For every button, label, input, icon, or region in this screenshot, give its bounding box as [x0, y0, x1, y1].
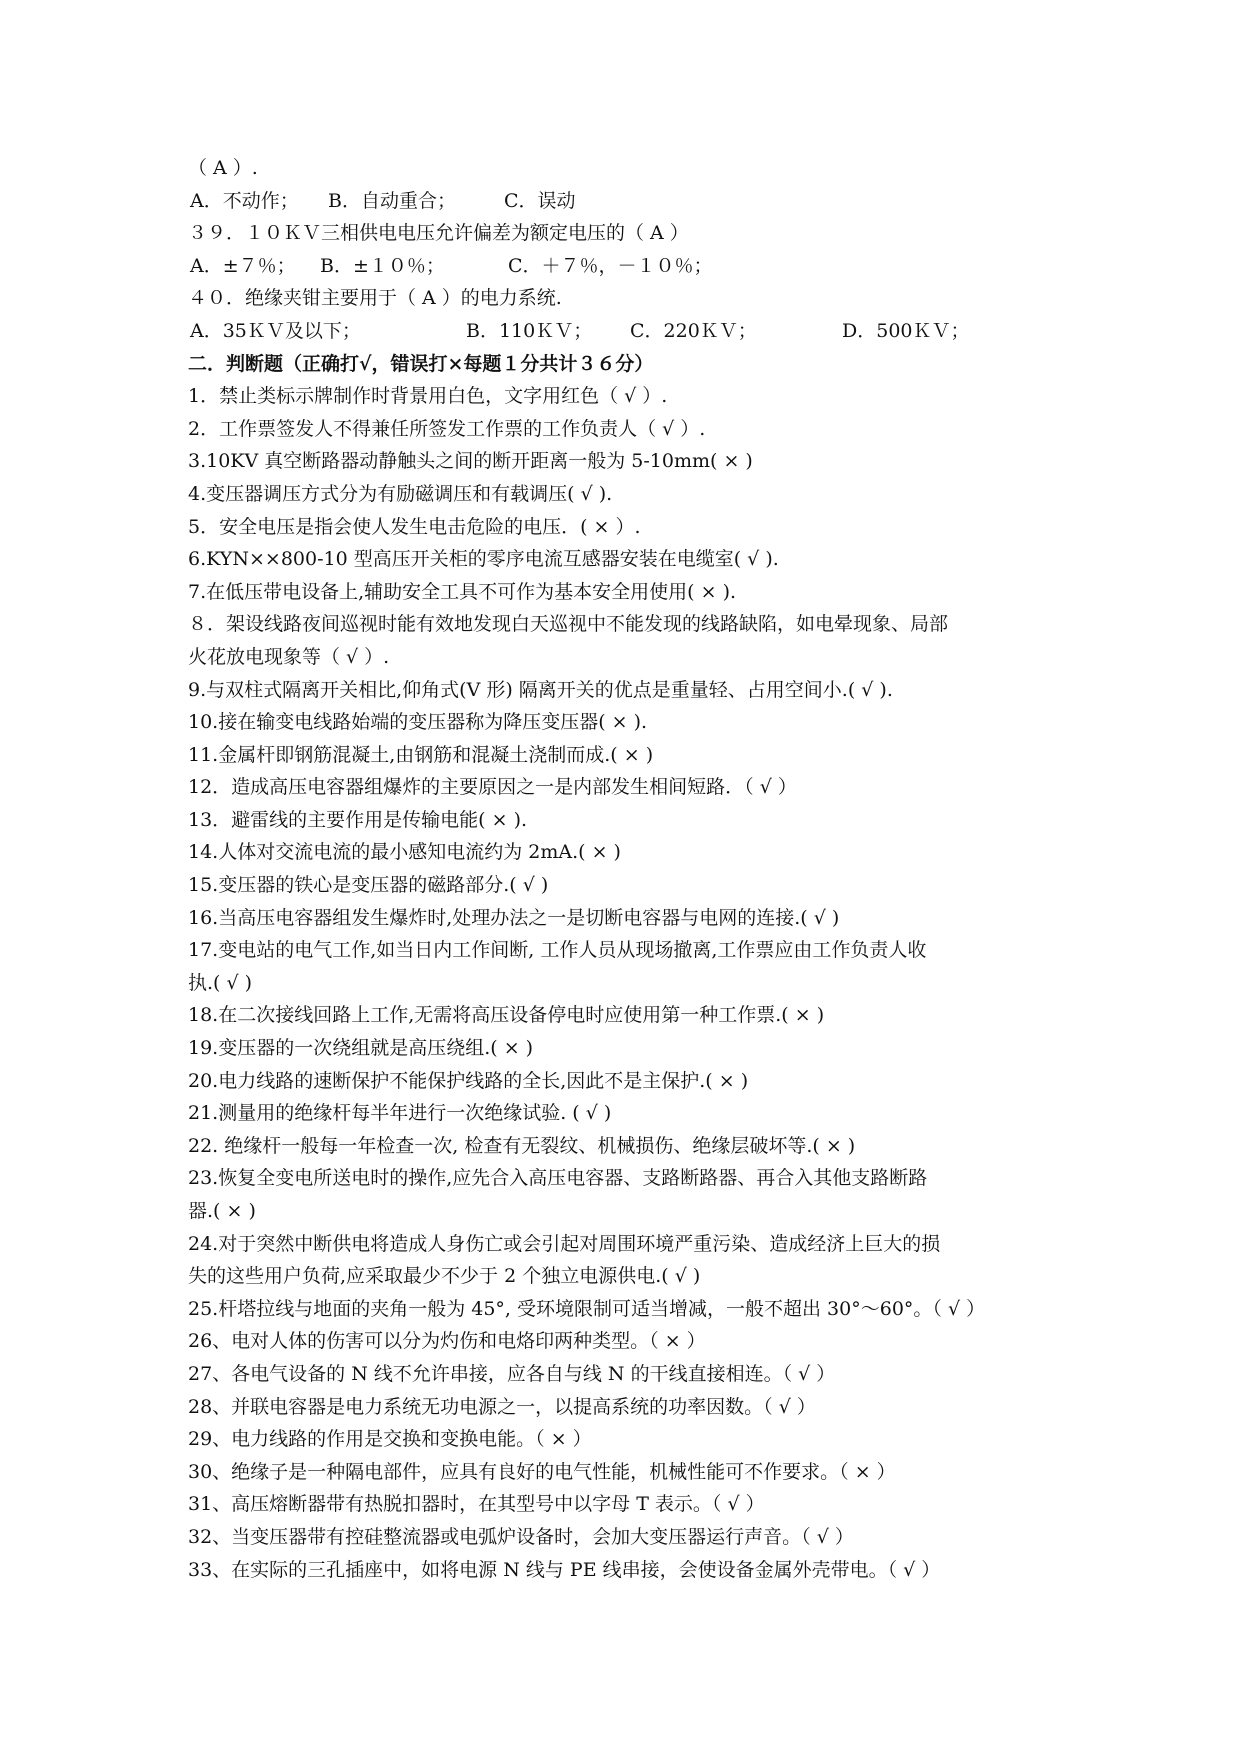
list-item: 33、在实际的三孔插座中，如将电源 N 线与 PE 线串接，会使设备金属外壳带电。（ √ ） [188, 1558, 941, 1581]
option-a: A．±７％； [190, 254, 296, 277]
list-item: 4.变压器调压方式分为有励磁调压和有载调压( √ ). [188, 482, 613, 505]
list-item: 12．造成高压电容器组爆炸的主要原因之一是内部发生相间短路．（ √ ） [188, 776, 797, 799]
list-item: 21.测量用的绝缘杆每半年进行一次绝缘试验. ( √ ) [188, 1102, 612, 1125]
list-item: 火花放电现象等（ √ ）. [188, 645, 390, 668]
list-item: 24.对于突然中断供电将造成人身伤亡或会引起对周围环境严重污染、造成经济上巨大的损 [188, 1232, 941, 1255]
option-b: B．110ＫＶ； [466, 319, 593, 342]
option-a: A．35ＫＶ及以下； [190, 319, 361, 342]
list-item: 1．禁止类标示牌制作时背景用白色，文字用红色（ √ ）. [188, 385, 668, 408]
list-item: 7.在低压带电设备上,辅助安全工具不可作为基本安全用使用( × ). [188, 580, 737, 603]
question-39: ３９．１０ＫＶ三相供电电压允许偏差为额定电压的（ A ） [188, 222, 689, 245]
list-item: 9.与双柱式隔离开关相比,仰角式(V 形) 隔离开关的优点是重量轻、占用空间小.( √ ). [188, 678, 893, 701]
question-38-tail: （ A ）. [188, 157, 258, 179]
list-item: 14.人体对交流电流的最小感知电流约为 2mA.( × ) [188, 841, 621, 864]
question-39-options [188, 250, 1078, 283]
option-b: B．±１０％； [320, 254, 445, 277]
list-item: 16.当高压电容器组发生爆炸时,处理办法之一是切断电容器与电网的连接.( √ ) [188, 906, 840, 929]
list-item: 失的这些用户负荷,应采取最少不少于 2 个独立电源供电.( √ ) [188, 1265, 701, 1288]
list-item: 10.接在输变电线路始端的变压器称为降压变压器( × ). [188, 711, 648, 734]
option-c: C．＋７％，－１０％； [508, 254, 713, 277]
list-item: 执.( √ ) [188, 971, 253, 994]
list-item: 23.恢复全变电所送电时的操作,应先合入高压电容器、支路断路器、再合入其他支路断路 [188, 1167, 928, 1190]
list-item: 27、各电气设备的 N 线不允许串接，应各自与线 N 的干线直接相连。（ √ ） [188, 1362, 836, 1385]
list-item: 3.10KV 真空断路器动静触头之间的断开距离一般为 5-10mm( × ) [188, 450, 753, 473]
list-item: 11.金属杆即钢筋混凝土,由钢筋和混凝土浇制而成.( × ) [188, 743, 654, 766]
list-item: 32、当变压器带有控硅整流器或电弧炉设备时，会加大变压器运行声音。（ √ ） [188, 1525, 854, 1548]
list-item: 22. 绝缘杆一般每一年检查一次, 检查有无裂纹、机械损伤、绝缘层破坏等.( × ) [188, 1134, 856, 1157]
option-c: C．220ＫＶ； [630, 319, 757, 342]
option-d: D．500ＫＶ； [842, 319, 970, 342]
list-item: 器.( × ) [188, 1200, 256, 1222]
list-item: 15.变压器的铁心是变压器的磁路部分.( √ ) [188, 874, 549, 897]
list-item: 2．工作票签发人不得兼任所签发工作票的工作负责人（ √ ）. [188, 417, 706, 440]
list-item: 5．安全电压是指会使人发生电击危险的电压．( × ）. [188, 515, 641, 538]
question-40: ４０．绝缘夹钳主要用于（ A ）的电力系统. [188, 287, 562, 310]
list-item: ８．架设线路夜间巡视时能有效地发现白天巡视中不能发现的线路缺陷，如电晕现象、局部 [188, 613, 949, 636]
list-item: 6.KYN××800-10 型高压开关柜的零序电流互感器安装在电缆室( √ ). [188, 548, 779, 571]
list-item: 28、并联电容器是电力系统无功电源之一，以提高系统的功率因数。（ √ ） [188, 1395, 816, 1418]
list-item: 31、高压熔断器带有热脱扣器时，在其型号中以字母 T 表示。（ √ ） [188, 1493, 765, 1516]
list-item: 19.变压器的一次绕组就是高压绕组.( × ) [188, 1037, 534, 1060]
true-false-list [188, 380, 1078, 1586]
list-item: 26、电对人体的伤害可以分为灼伤和电烙印两种类型。（ × ） [188, 1330, 706, 1353]
question-40-options [188, 315, 1078, 348]
list-item: 13．避雷线的主要作用是传输电能( × ). [188, 808, 528, 831]
list-item: 29、电力线路的作用是交换和变换电能。（ × ） [188, 1428, 592, 1451]
option-b: B．自动重合； [328, 189, 456, 212]
list-item: 20.电力线路的速断保护不能保护线路的全长,因此不是主保护.( × ) [188, 1069, 749, 1092]
question-38-options [188, 185, 1078, 218]
document-page [188, 152, 1078, 1586]
list-item: 17.变电站的电气工作,如当日内工作间断, 工作人员从现场撤离,工作票应由工作负责人收 [188, 939, 927, 962]
list-item: 25.杆塔拉线与地面的夹角一般为 45°, 受环境限制可适当增减，一般不超出 30°～60°。（ √ ） [188, 1297, 986, 1320]
section-title: 二．判断题（正确打√，错误打×每题１分共计３６分） [188, 352, 654, 375]
list-item: 18.在二次接线回路上工作,无需将高压设备停电时应使用第一种工作票.( × ) [188, 1004, 825, 1027]
list-item: 30、绝缘子是一种隔电部件，应具有良好的电气性能，机械性能可不作要求。（ × ） [188, 1460, 896, 1483]
option-c: C．误动 [504, 189, 576, 212]
option-a: A．不动作； [190, 189, 299, 212]
